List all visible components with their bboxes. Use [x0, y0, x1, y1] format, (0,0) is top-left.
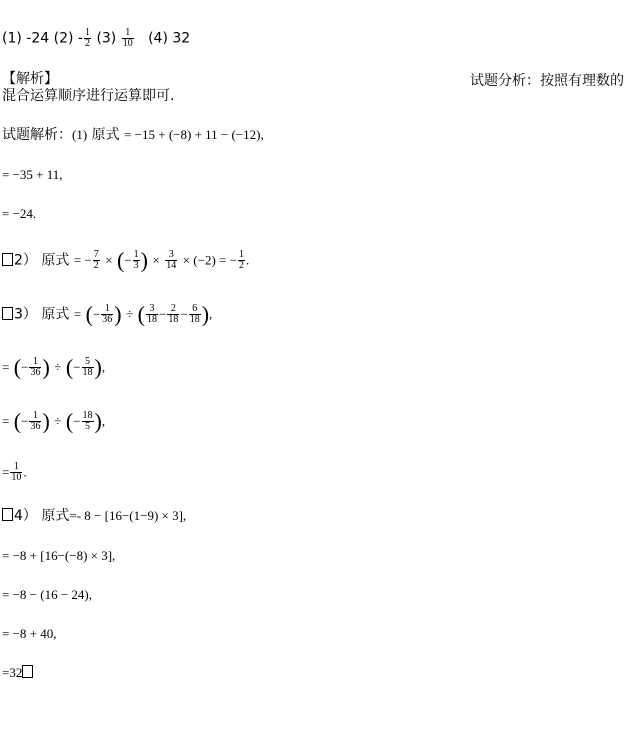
answer-2-label: (2) — [53, 30, 74, 47]
left-paren: ( — [13, 408, 22, 434]
fraction-denominator: 14 — [166, 260, 177, 271]
comma: , — [101, 413, 106, 429]
fraction — [93, 250, 100, 271]
fraction-numerator: 5 — [85, 356, 91, 367]
yuanshi-label: 原式 — [41, 252, 70, 269]
right-paren: ) — [42, 408, 50, 434]
right-paren: ) — [94, 408, 102, 434]
equals-minus: = − — [73, 252, 92, 268]
part-1-step-3: = −24. — [2, 206, 37, 221]
missing-glyph-icon — [2, 253, 13, 266]
yuanshi-label: 原式 — [41, 508, 70, 524]
fraction-numerator: 6 — [192, 303, 198, 314]
fraction-numerator: 1 — [104, 303, 110, 314]
divide-sign: ÷ — [126, 306, 134, 322]
part-4-label: 4） — [14, 508, 37, 524]
minus-sign: − — [21, 413, 29, 429]
fraction-numerator: 2 — [170, 303, 176, 314]
part-4-line-1 — [2, 507, 186, 525]
divide-sign: ÷ — [54, 413, 62, 429]
fraction-denominator: 2 — [93, 260, 99, 271]
part-2-line — [2, 247, 250, 273]
fraction-denominator: 36 — [102, 314, 113, 325]
fraction-numerator: 7 — [93, 249, 99, 260]
left-paren: ( — [137, 301, 145, 327]
equals-sign: = — [2, 464, 10, 480]
part-4-step-5 — [2, 664, 34, 682]
yuanshi-label: 原式 — [91, 127, 120, 143]
fraction-denominator: 2 — [238, 260, 244, 271]
part-3-line-1 — [2, 301, 213, 327]
fraction — [238, 250, 245, 271]
answer-3-fraction — [122, 28, 134, 49]
fraction-numerator: 1 — [133, 249, 139, 260]
right-paren: ) — [114, 301, 122, 327]
fraction — [167, 304, 179, 325]
equals-sign: = — [73, 306, 82, 322]
part-1-label: (1) — [72, 127, 88, 142]
fraction-denominator: 36 — [30, 367, 41, 378]
part-3-line-3 — [2, 408, 106, 434]
left-paren: ( — [65, 408, 74, 434]
part-3-line-2 — [2, 354, 106, 380]
fraction — [189, 304, 201, 325]
part-1-step-2: = −35 + 11, — [2, 167, 63, 182]
comma: , — [209, 306, 213, 322]
fraction-denominator: 18 — [189, 314, 200, 325]
fraction-numerator: 1 — [84, 27, 90, 38]
answer-4-label: (4) — [148, 30, 168, 47]
fraction-denominator: 5 — [82, 421, 94, 432]
part-3-line-4 — [2, 462, 27, 483]
part-4-step-1: =- 8 − [16−(1−9) × 3], — [69, 508, 187, 523]
right-paren: ) — [94, 354, 102, 380]
left-paren: ( — [65, 354, 74, 380]
answer-2-fraction — [84, 28, 91, 49]
fraction-numerator: 18 — [82, 410, 93, 421]
answer-2-sign: - — [77, 30, 83, 47]
answer-1-label: (1) — [2, 30, 22, 47]
left-paren: ( — [85, 301, 93, 327]
fraction — [29, 357, 41, 378]
right-paren: ) — [201, 301, 210, 327]
answer-line — [2, 28, 190, 49]
equals-sign: = — [2, 359, 10, 375]
part-1-step-1: = −15 + (−8) + 11 − (−12), — [124, 127, 264, 142]
right-paren: ) — [140, 247, 148, 273]
minus-sign: − — [21, 359, 29, 375]
analysis-heading: 【解析】 — [2, 71, 58, 87]
fraction-denominator: 2 — [84, 38, 90, 49]
comma: , — [101, 359, 106, 375]
fraction-numerator: 3 — [168, 249, 174, 260]
missing-glyph-icon — [2, 508, 13, 521]
fraction — [29, 411, 41, 432]
part-4-step-2: = −8 + [16−(−8) × 3], — [2, 548, 116, 563]
minus-sign: − — [124, 252, 132, 268]
missing-glyph-icon — [2, 307, 13, 320]
fraction-denominator: 18 — [168, 314, 179, 325]
fraction-denominator: 18 — [82, 367, 93, 378]
analysis-right-text: 试题分析：按照有理数的 — [470, 73, 624, 89]
period: . — [23, 464, 27, 480]
analysis-continuation: 混合运算顺序进行运算即可. — [2, 88, 175, 104]
answer-4-value: 32 — [172, 30, 191, 47]
period: . — [245, 252, 250, 268]
part-4-step-3: = −8 − (16 − 24), — [2, 587, 92, 602]
answer-1-value: -24 — [26, 30, 50, 47]
fraction — [101, 304, 113, 325]
fraction-denominator: 3 — [133, 260, 139, 271]
minus-sign: − — [159, 306, 167, 322]
divide-sign: ÷ — [54, 359, 62, 375]
minus-sign: − — [180, 306, 188, 322]
times-sign: × — [152, 252, 160, 268]
fraction-denominator: 36 — [30, 421, 41, 432]
fraction — [146, 304, 158, 325]
fraction-denominator: 18 — [147, 314, 157, 325]
fraction-numerator: 1 — [13, 461, 19, 472]
fraction-numerator: 1 — [32, 410, 38, 421]
answer-3-label: (3) — [96, 30, 117, 47]
fraction-denominator: 10 — [11, 472, 22, 483]
fraction-numerator: 1 — [32, 356, 38, 367]
fraction-numerator: 1 — [238, 249, 244, 260]
fraction — [82, 411, 94, 432]
solution-line-1 — [2, 126, 264, 144]
times-sign: × — [105, 252, 113, 268]
solution-intro: 试题解析： — [2, 127, 72, 143]
minus-sign: − — [73, 359, 81, 375]
part-2-tail: × (−2) = − — [182, 252, 237, 268]
right-paren: ) — [42, 354, 50, 380]
fraction — [133, 250, 140, 271]
part-3-label: 3） — [14, 306, 37, 323]
left-paren: ( — [117, 247, 125, 273]
part-4-step-4: = −8 + 40, — [2, 626, 57, 641]
final-result: =32 — [2, 665, 23, 680]
fraction-numerator: 1 — [125, 27, 131, 38]
minus-sign: − — [73, 413, 81, 429]
fraction — [10, 462, 22, 483]
yuanshi-label: 原式 — [41, 306, 70, 323]
fraction-denominator: 10 — [122, 38, 133, 49]
equals-sign: = — [2, 413, 10, 429]
fraction-numerator: 3 — [149, 303, 155, 314]
fraction — [165, 250, 177, 271]
left-paren: ( — [13, 354, 22, 380]
missing-glyph-icon — [22, 665, 33, 678]
part-2-label: 2） — [14, 252, 37, 269]
minus-sign: − — [92, 306, 101, 322]
fraction — [82, 357, 94, 378]
